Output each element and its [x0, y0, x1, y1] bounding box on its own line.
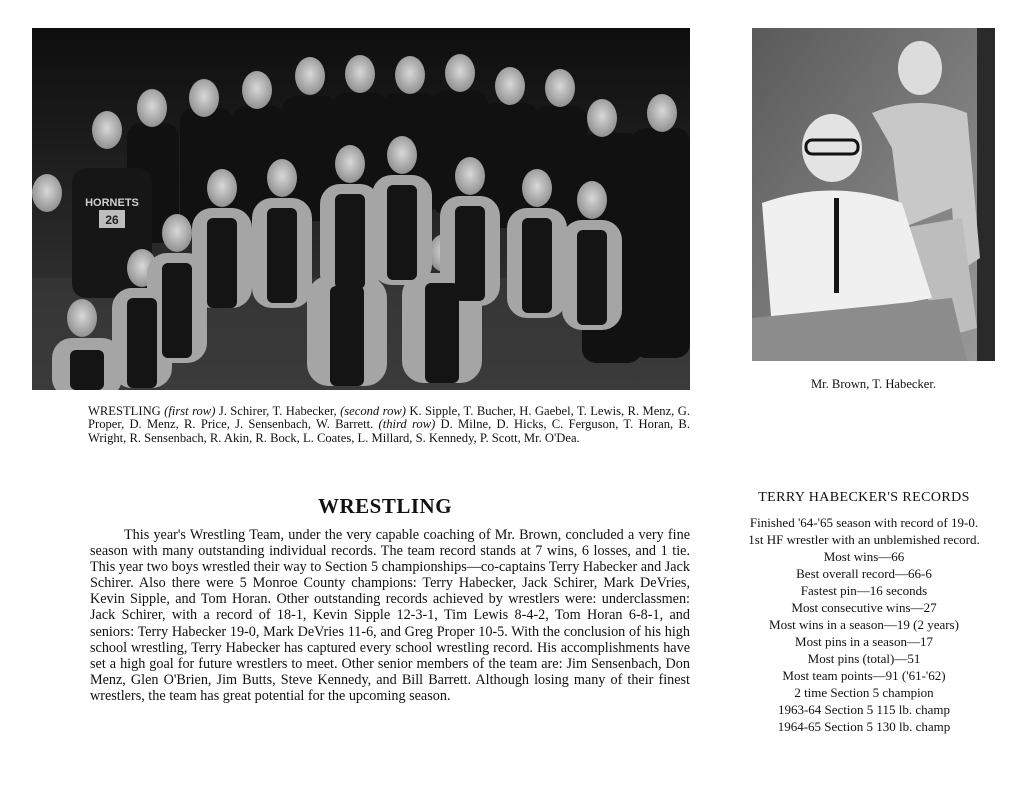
article-body: This year's Wrestling Team, under the very capable coaching of Mr. Brown, concluded a very fine season with many outstanding individual records. The team record stands at 7 wins, 6 losses, and 1 tie. This year two boys wrestled their way to Section 5 championships—co-captains Terry Habecker and Jack Schirer. Also there were 5 Monroe County champions: Terry Habecker, Jack Schirer, Mark DeVries, Kevin Sipple, and Tom Horan. Other outstanding records achieved by wrestlers were: underclassmen: Jack Schirer, with a record of 18-1, Kevin Sipple 12-3-1, Tim Lewis 8-4-2, Tom Horan 6-8-1, and seniors: Terry Habecker 19-0, Mark DeVries 11-6, and Greg Proper 10-5. With the conclusion of his high school wrestling, Terry Habecker has captured every school wrestling record. His accomplishments have set a high goal for future wrestlers to meet. Other senior members of the team are: Jim Sensenbach, Don Menz, Glen O'Brien, Jim Butts, Steve Kennedy, and Bill Barrett. Although losing many of their finest wrestlers, the team has great potential for the upcoming season. — [90, 527, 690, 704]
team-photo-image — [32, 28, 690, 390]
records-box — [740, 490, 988, 737]
coach-caption: Mr. Brown, T. Habecker. — [810, 377, 937, 391]
record-item: Most wins in a season—19 (2 years) — [769, 616, 959, 632]
record-item: Best overall record—66-6 — [796, 565, 932, 581]
coach-photo — [752, 28, 995, 361]
records-title: TERRY HABECKER'S RECORDS — [758, 490, 970, 505]
record-item: Most consecutive wins—27 — [791, 599, 937, 615]
team-caption — [88, 405, 690, 445]
coach-photo-image — [752, 28, 995, 361]
row1-label: (first row) — [164, 404, 216, 418]
row1-names: J. Schirer, T. Habecker, — [218, 404, 337, 418]
article-title: WRESTLING — [318, 494, 453, 518]
row3-names: D. Milne, D. Hicks, C. Ferguson, T. Horan, B. Wright, R. Sensenbach, R. Akin, R. Bock, L. Coates, L. Millard, S. Kennedy, P. Scott, Mr. O'Dea. — [88, 417, 690, 445]
records-list — [740, 516, 988, 734]
record-item: 1963-64 Section 5 115 lb. champ — [777, 701, 951, 717]
row2-names: K. Sipple, T. Bucher, H. Gaebel, T. Lewis, R. Menz, G. Proper, D. Menz, R. Price, J. Sensenbach, W. Barrett. — [88, 404, 690, 432]
record-item: Finished '64-'65 season with record of 19-0. — [749, 515, 979, 530]
row3-label: (third row) — [378, 417, 436, 432]
record-item: Most pins (total)—51 — [807, 650, 921, 666]
team-photo — [32, 28, 690, 390]
record-item: Most pins in a season—17 — [795, 633, 933, 649]
record-item: 2 time Section 5 champion — [794, 684, 934, 700]
record-item: Most team points—91 ('61-'62) — [782, 667, 946, 683]
record-item: Fastest pin—16 seconds — [800, 582, 928, 598]
record-item: 1964-65 Section 5 130 lb. champ — [777, 718, 951, 734]
record-item: Most wins—66 — [823, 548, 905, 564]
team-caption-lead: WRESTLING — [88, 404, 161, 418]
jersey-number: 26 — [105, 213, 119, 227]
record-item: 1st HF wrestler with an unblemished record. — [748, 531, 980, 547]
row2-label: (second row) — [340, 404, 406, 418]
jersey-text: HORNETS — [85, 197, 139, 209]
